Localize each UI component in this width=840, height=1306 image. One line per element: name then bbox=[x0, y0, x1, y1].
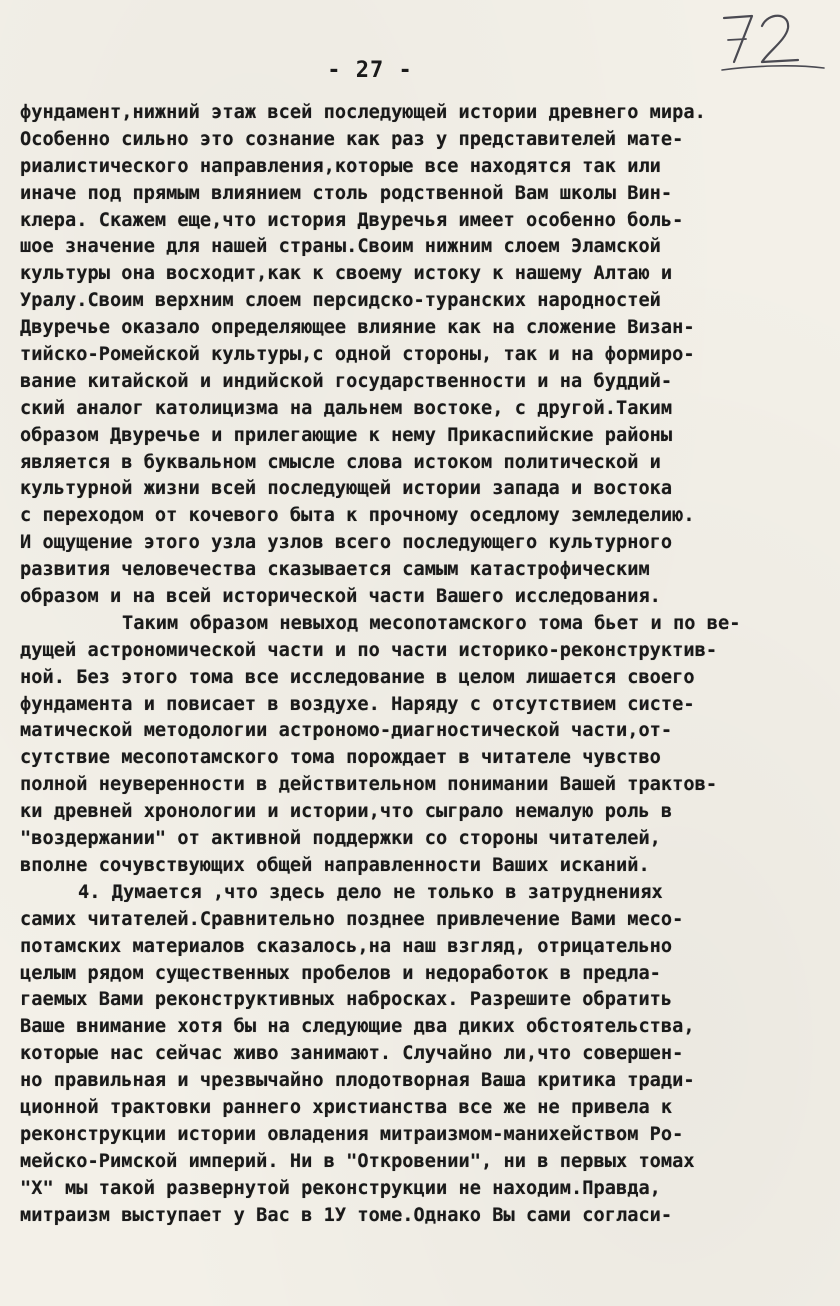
text-line: самих читателей.Сравнительно позднее привлечение Вами месо- bbox=[20, 908, 684, 930]
text-line: ной. Без этого тома все исследование в целом лишается своего bbox=[20, 666, 695, 688]
text-line: риалистического направления,которые все находятся так или bbox=[20, 155, 661, 177]
text-line: матической методологии астрономо-диагностической части,от- bbox=[20, 720, 673, 742]
text-line: ки древней хронологии и истории,что сыграло немалую роль в bbox=[20, 801, 673, 823]
handwritten-number-mark bbox=[712, 4, 832, 84]
numbered-paragraph-first-line: 4. Думается ,что здесь дело не только в затруднениях bbox=[78, 881, 663, 903]
text-line: клера. Скажем еще,что история Двуречья имеет особенно боль- bbox=[20, 209, 684, 231]
text-line: фундамент,нижний этаж всей последующей истории древнего мира. bbox=[20, 102, 706, 123]
text-line: вание китайской и индийской государственности и на буддий- bbox=[20, 370, 673, 392]
text-line: шое значение для нашей страны.Своим нижним слоем Эламской bbox=[20, 236, 661, 258]
text-line: ский аналог католицизма на дальнем востоке, с другой.Таким bbox=[20, 397, 673, 419]
text-line: полной неуверенности в действительном понимании Вашей трактов- bbox=[20, 774, 718, 796]
text-line: с переходом от кочевого быта к прочному оседлому земледелию. bbox=[20, 505, 695, 527]
text-line: которые нас сейчас живо занимают. Случайно ли,что совершен- bbox=[20, 1043, 684, 1065]
text-line: ционной трактовки раннего христианства все же не привела к bbox=[20, 1096, 673, 1118]
text-line: иначе под прямым влиянием столь родственной Вам школы Вин- bbox=[20, 182, 673, 204]
text-line: тийско-Ромейской культуры,с одной стороны, так и на формиро- bbox=[20, 344, 695, 366]
text-line: потамских материалов сказалось,на наш взгляд, отрицательно bbox=[20, 935, 673, 957]
text-line: "Х" мы такой развернутой реконструкции не находим.Правда, bbox=[20, 1177, 661, 1199]
text-line: И ощущение этого узла узлов всего последующего культурного bbox=[20, 532, 673, 554]
text-line: "воздержании" от активной поддержки со стороны читателей, bbox=[20, 828, 661, 850]
text-line: гаемых Вами реконструктивных набросках. Разрешите обратить bbox=[20, 989, 673, 1011]
text-line: реконструкции истории овладения митраизмом-манихейством Ро- bbox=[20, 1123, 684, 1145]
text-line: Ваше внимание хотя бы на следующие два диких обстоятельства, bbox=[20, 1016, 695, 1038]
text-line: развития человечества сказывается самым катастрофическим bbox=[20, 559, 650, 581]
text-line: культурной жизни всей последующей истории запада и востока bbox=[20, 478, 673, 500]
text-line: является в буквальном смысле слова истоком политической и bbox=[20, 451, 661, 473]
text-line: образом и на всей исторической части Вашего исследования. bbox=[20, 586, 661, 608]
text-line: вполне сочувствующих общей направленности Ваших исканий. bbox=[20, 854, 650, 876]
paragraph-first-line: Таким образом невыход месопотамского тома бьет и по ве- bbox=[122, 612, 741, 634]
text-line: дущей астрономической части и по части историко-реконструктив- bbox=[20, 639, 718, 661]
text-line: мейско-Римской империй. Ни в "Откровении", ни в первых томах bbox=[20, 1150, 695, 1172]
text-line: целым рядом существенных пробелов и недоработок в предла- bbox=[20, 962, 661, 984]
text-line: митраизм выступает у Вас в 1У томе.Однако Вы сами согласи- bbox=[20, 1204, 673, 1226]
letter-body bbox=[20, 100, 832, 1229]
handwritten-archive-number bbox=[712, 4, 832, 84]
text-line: сутствие месопотамского тома порождает в читателе чувство bbox=[20, 747, 661, 769]
text-line: культуры она восходит,как к своему истоку к нашему Алтаю и bbox=[20, 263, 673, 285]
text-line: Особенно сильно это сознание как раз у представителей мате- bbox=[20, 128, 684, 150]
text-line: фундамента и повисает в воздухе. Наряду с отсутствием систе- bbox=[20, 693, 695, 715]
text-line: Двуречье оказало определяющее влияние как на сложение Визан- bbox=[20, 317, 695, 339]
text-line: Уралу.Своим верхним слоем персидско-туранских народностей bbox=[20, 290, 661, 312]
text-line: но правильная и чрезвычайно плодотворная Ваша критика тради- bbox=[20, 1070, 695, 1092]
page-number: - 27 - bbox=[327, 58, 413, 83]
text-line: образом Двуречье и прилегающие к нему Прикаспийские районы bbox=[20, 424, 673, 446]
